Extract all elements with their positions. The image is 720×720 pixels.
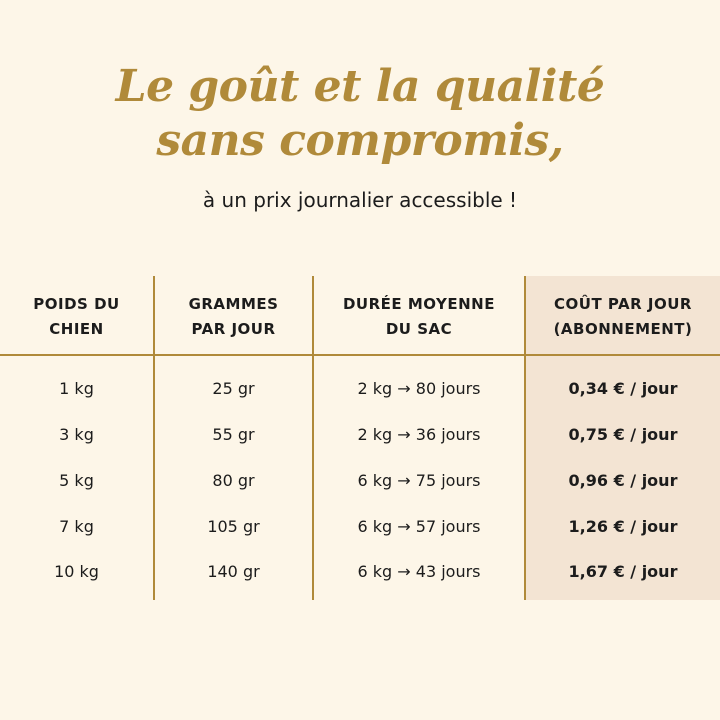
duration-cell: 2 kg → 36 jours [357,425,481,444]
headline [0,60,720,168]
grams-cell: 55 gr [212,425,255,444]
table-row [0,512,720,542]
cost-cell: 0,96 € / jour [568,471,678,490]
duration-cell: 6 kg → 57 jours [357,517,481,536]
headline-line-2: sans compromis, [156,115,564,166]
table-row [0,557,720,587]
dog-weight-cell: 10 kg [54,562,99,581]
dog-weight-cell: 3 kg [59,425,94,444]
cost-cell: 1,67 € / jour [568,562,678,581]
header-text: DURÉE MOYENNE [342,295,495,313]
header-dog-weight [0,292,153,342]
dog-weight-cell: 1 kg [59,379,94,398]
dog-weight-cell: 5 kg [59,471,94,490]
duration-cell: 2 kg → 80 jours [357,379,481,398]
table-row [0,420,720,450]
grams-cell: 105 gr [207,517,260,536]
duration-cell: 6 kg → 75 jours [357,471,481,490]
table-row [0,466,720,496]
price-table [0,276,720,600]
header-divider [0,354,720,356]
cost-cell: 0,75 € / jour [568,425,678,444]
header-text: PAR JOUR [191,320,276,338]
grams-cell: 25 gr [212,379,255,398]
dog-weight-cell: 7 kg [59,517,94,536]
headline-line-1: Le goût et la qualité [115,61,605,112]
header-bag-duration [314,292,524,342]
cost-cell: 1,26 € / jour [568,517,678,536]
header-text: POIDS DU [33,295,120,313]
header-text: CHIEN [49,320,104,338]
header-text: DU SAC [385,320,453,338]
header-grams-per-day [155,292,312,342]
header-text: COÛT PAR JOUR [554,295,692,313]
header-cost-per-day [526,292,720,342]
header-text: (ABONNEMENT) [553,320,693,338]
grams-cell: 140 gr [207,562,260,581]
cost-cell: 0,34 € / jour [568,379,678,398]
subtitle: à un prix journalier accessible ! [202,188,518,212]
duration-cell: 6 kg → 43 jours [357,562,481,581]
grams-cell: 80 gr [212,471,255,490]
header-text: GRAMMES [188,295,279,313]
table-row [0,374,720,404]
